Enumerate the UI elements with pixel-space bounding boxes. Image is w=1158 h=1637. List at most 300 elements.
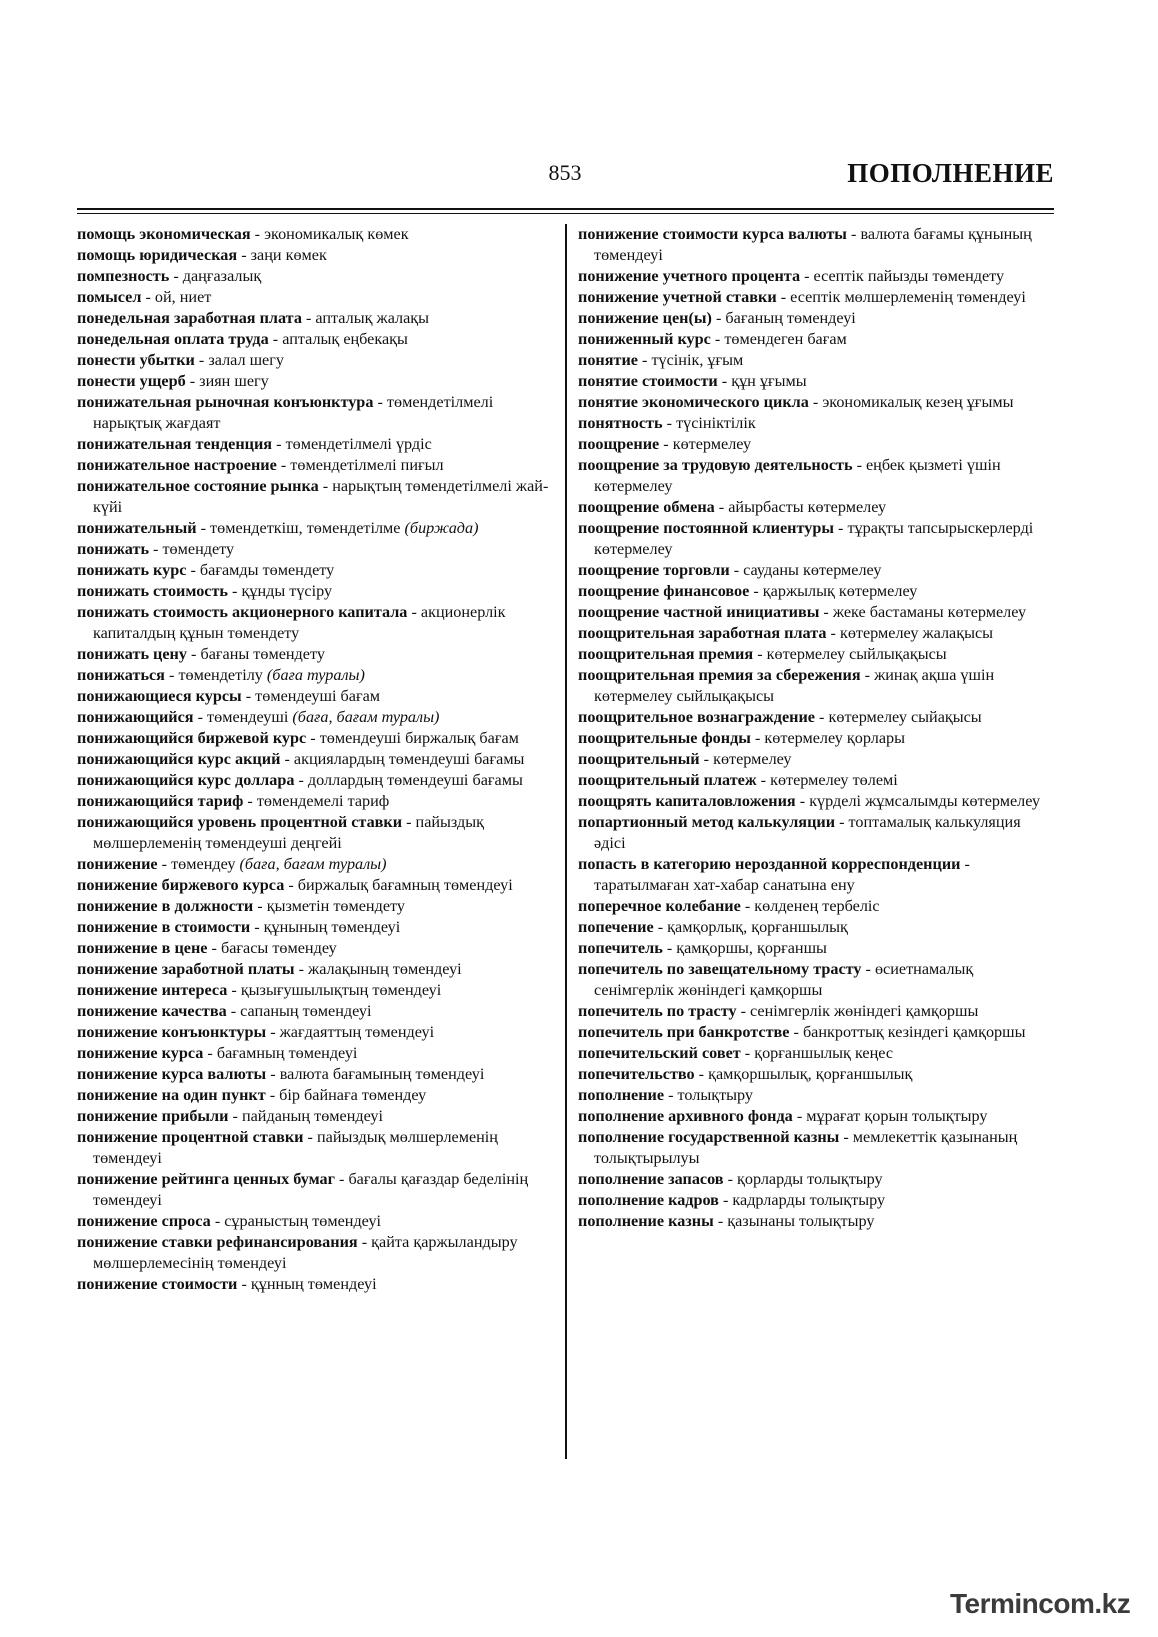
header-rule-thick [77, 208, 1054, 210]
entry-definition: қорларды толықтыру [737, 1170, 883, 1188]
dictionary-entry [77, 308, 557, 329]
entry-separator: - [710, 330, 725, 348]
entry-definition: түсінік, ұғым [651, 351, 744, 369]
entry-separator: - [407, 603, 421, 621]
dictionary-entry [77, 539, 557, 560]
entry-term: пополнение государственной казны [578, 1128, 840, 1146]
entry-definition: құнының төмендеуі [263, 918, 401, 936]
entry-term: понижение в цене [77, 939, 208, 957]
entry-term: поощрение обмена [578, 498, 715, 516]
entry-definition: банкроттық кезіндегі қамқоршы [802, 1023, 1026, 1041]
entry-separator: - [653, 918, 668, 936]
dictionary-entry [77, 518, 557, 539]
entry-term: понижение конъюнктуры [77, 1023, 267, 1041]
dictionary-entry [578, 455, 1056, 497]
right-column [578, 224, 1056, 1232]
entry-definition: валюта бағамының төмендеуі [279, 1065, 485, 1083]
dictionary-entry [578, 1064, 1056, 1085]
entry-definition: сұраныстың төмендеуі [224, 1212, 382, 1230]
dictionary-entry [77, 476, 557, 518]
dictionary-entry [578, 266, 1056, 287]
entry-definition: қамқоршы, қорғаншы [676, 939, 827, 957]
entry-separator: - [266, 1065, 280, 1083]
dictionary-entry [77, 938, 557, 959]
entry-term: поощрительное вознаграждение [578, 708, 815, 726]
entry-term: понижение рейтинга ценных бумаг [77, 1170, 335, 1188]
entry-note: (биржада) [404, 519, 479, 537]
entry-term: понижение заработной платы [77, 960, 295, 978]
entry-definition: пайыздық мөлшерлеменің төмендеуші деңгейі [93, 813, 485, 852]
entry-term: попартионный метод калькуляции [578, 813, 836, 831]
entry-term: понятие [578, 351, 638, 369]
dictionary-entry [578, 1043, 1056, 1064]
entry-separator: - [284, 876, 298, 894]
column-divider [565, 224, 567, 1459]
dictionary-entry [578, 791, 1056, 812]
entry-separator: - [318, 477, 333, 495]
entry-separator: - [243, 792, 257, 810]
entry-term: понижение спроса [77, 1212, 211, 1230]
dictionary-entry [77, 665, 557, 686]
entry-definition: жеке бастаманы көтермелеу [832, 603, 1027, 621]
entry-definition: төмендеуші бағам [255, 687, 381, 705]
dictionary-entry [578, 770, 1056, 791]
entry-term: понижать стоимость акционерного капитала [77, 603, 408, 621]
dictionary-entry [578, 812, 1056, 854]
entry-separator: - [226, 1002, 241, 1020]
entry-term: понижательный [77, 519, 197, 537]
entry-separator: - [306, 729, 320, 747]
entry-definition: көтермелеу сыйақысы [828, 708, 982, 726]
entry-term: понижение интереса [77, 981, 228, 999]
entry-separator: - [662, 939, 677, 957]
entry-definition: қамқоршылық, қорғаншылық [708, 1065, 913, 1083]
entry-definition: күрделі жұмсалымды көтермелеу [809, 792, 1041, 810]
entry-term: понижать стоимость [77, 582, 228, 600]
entry-definition: бағасы төмендеу [220, 939, 337, 957]
dictionary-entry [77, 560, 557, 581]
entry-definition: көлденең тербеліс [754, 897, 880, 915]
dictionary-entry [77, 917, 557, 938]
dictionary-entry [578, 497, 1056, 518]
entry-separator: - [207, 939, 221, 957]
entry-definition: көтермелеу қорлары [764, 729, 905, 747]
entry-term: понести убытки [77, 351, 195, 369]
entry-separator: - [301, 309, 316, 327]
dictionary-entry [77, 707, 557, 728]
entry-definition: қорғаншылық кеңес [754, 1044, 894, 1062]
dictionary-entry [578, 1022, 1056, 1043]
entry-separator: - [193, 708, 208, 726]
entry-definition: құн ұғымы [731, 372, 807, 390]
entry-definition: бағаны төмендету [200, 645, 325, 663]
entry-separator: - [228, 1107, 242, 1125]
entry-separator: - [373, 393, 387, 411]
dictionary-entry [77, 371, 557, 392]
entry-separator: - [227, 981, 241, 999]
entry-separator: - [753, 645, 767, 663]
entry-separator: - [194, 351, 209, 369]
entry-term: понижение учетного процента [578, 267, 801, 285]
entry-separator: - [723, 1170, 738, 1188]
entry-term: поощрительный платеж [578, 771, 757, 789]
entry-definition: төмендету [162, 540, 235, 558]
entry-separator: - [268, 330, 283, 348]
entry-separator: - [792, 1107, 807, 1125]
entry-separator: - [210, 1212, 225, 1230]
entry-separator: - [800, 267, 814, 285]
entry-separator: - [186, 645, 201, 663]
entry-definition: көтермелеу төлемі [770, 771, 898, 789]
entry-separator: - [265, 1086, 280, 1104]
page-number: 853 [548, 160, 582, 185]
entry-separator: - [717, 372, 732, 390]
entry-term: понижающийся курс акций [77, 750, 281, 768]
entry-definition: мемлекеттік қазынаның толықтырылуы [594, 1128, 1018, 1167]
dictionary-entry [578, 434, 1056, 455]
entry-separator: - [826, 624, 840, 642]
dictionary-entry [77, 686, 557, 707]
entry-separator: - [237, 246, 251, 264]
entry-definition: құнды түсіру [241, 582, 333, 600]
dictionary-entry [77, 749, 557, 770]
entry-definition: тұрақты тапсырыскерлерді көтермелеу [594, 519, 1034, 558]
entry-term: поощрительная премия за сбережения [578, 666, 861, 684]
dictionary-entry [77, 455, 557, 476]
entry-definition: жалақының төмендеуі [308, 960, 462, 978]
entry-definition: төмендетілу [178, 666, 263, 684]
entry-term: пополнение архивного фонда [578, 1107, 793, 1125]
entry-definition: айырбасты көтермелеу [728, 498, 887, 516]
entry-term: понижение прибыли [77, 1107, 229, 1125]
entry-definition: зиян шегу [199, 372, 269, 390]
dictionary-entry [77, 329, 557, 350]
termincom-logo: Termincom.kz [950, 1588, 1131, 1619]
dictionary-entry [77, 1169, 557, 1211]
entry-term: понижающиеся курсы [77, 687, 242, 705]
entry-term: поперечное колебание [578, 897, 741, 915]
entry-separator: - [839, 1128, 853, 1146]
entry-term: понижающийся [77, 708, 194, 726]
entry-term: понижение стоимости [77, 1275, 238, 1293]
entry-definition: төмендетілмелі нарықтық жағдаят [93, 393, 494, 432]
entry-definition: апталық еңбекақы [282, 330, 408, 348]
entry-separator: - [637, 351, 652, 369]
entry-separator: - [694, 1065, 709, 1083]
running-head: ПОПОЛНЕНИЕ [847, 158, 1054, 188]
entry-term: понижаться [77, 666, 165, 684]
entry-definition: акционерлік капиталдың құнын төмендету [93, 603, 506, 642]
dictionary-entry [578, 1085, 1056, 1106]
entry-term: попечитель по завещательному трасту [578, 960, 862, 978]
entry-definition: төмендетілмелі пиғыл [290, 456, 444, 474]
entry-separator: - [149, 540, 163, 558]
dictionary-entry [578, 392, 1056, 413]
dictionary-entry [77, 287, 557, 308]
entry-definition: бағамды төмендету [199, 561, 335, 579]
entry-separator: - [186, 561, 200, 579]
dictionary-entry [578, 749, 1056, 770]
entry-definition: доллардың төмендеуші бағамы [307, 771, 523, 789]
entry-term: попечение [578, 918, 654, 936]
entry-term: попечитель [578, 939, 663, 957]
entry-term: понижение стоимости курса валюты [578, 225, 847, 243]
entry-definition: мұрағат қорын толықтыру [806, 1107, 988, 1125]
dictionary-entry [77, 896, 557, 917]
dictionary-entry [77, 1022, 557, 1043]
entry-separator: - [280, 750, 294, 768]
entry-separator: - [303, 1128, 317, 1146]
entry-definition: төмендетілмелі үрдіс [285, 435, 432, 453]
entry-term: понижать курс [77, 561, 187, 579]
entry-separator: - [250, 918, 264, 936]
entry-term: поощрение частной инициативы [578, 603, 820, 621]
entry-term: помысел [77, 288, 142, 306]
dictionary-entry [578, 560, 1056, 581]
entry-separator: - [711, 309, 726, 327]
entry-separator: - [699, 750, 714, 768]
entry-term: поощрение финансовое [578, 582, 750, 600]
dictionary-entry [77, 1232, 557, 1274]
entry-term: пополнение казны [578, 1212, 714, 1230]
entry-separator: - [294, 960, 309, 978]
dictionary-entry [578, 329, 1056, 350]
dictionary-entry [77, 1211, 557, 1232]
entry-term: пополнение запасов [578, 1170, 724, 1188]
dictionary-entry [578, 917, 1056, 938]
entry-term: помощь экономическая [77, 225, 251, 243]
entry-definition: бір байнаға төмендеу [279, 1086, 427, 1104]
entry-term: поощрительная заработная плата [578, 624, 827, 642]
dictionary-entry [77, 959, 557, 980]
entry-term: понятность [578, 414, 663, 432]
entry-definition: төмендемелі тариф [256, 792, 390, 810]
dictionary-entry [578, 959, 1056, 1001]
entry-definition: көтермелеу жалақысы [839, 624, 994, 642]
entry-definition: нарықтың төмендетілмелі жай-күйі [93, 477, 549, 516]
dictionary-entry [77, 1274, 557, 1295]
entry-separator: - [250, 225, 265, 243]
dictionary-entry [578, 287, 1056, 308]
entry-definition: пайыздық мөлшерлеменің төмендеуі [93, 1128, 498, 1167]
entry-separator: - [789, 1023, 803, 1041]
dictionary-entry [578, 350, 1056, 371]
entry-term: понятие экономического цикла [578, 393, 809, 411]
dictionary-entry [77, 854, 557, 875]
entry-separator: - [228, 582, 242, 600]
entry-definition: төмендеуші [207, 708, 289, 726]
entry-separator: - [164, 666, 179, 684]
dictionary-entry [77, 770, 557, 791]
dictionary-entry [578, 1127, 1056, 1169]
entry-separator: - [740, 897, 755, 915]
entry-definition: түсініктілік [676, 414, 756, 432]
entry-separator: - [729, 561, 744, 579]
entry-term: понижение в должности [77, 897, 254, 915]
entry-separator: - [169, 267, 183, 285]
entry-term: понижение цен(ы) [578, 309, 712, 327]
entry-separator: - [664, 1086, 678, 1104]
entry-definition: өсиетнамалық сенімгерлік жөніндегі қамқоршы [594, 960, 974, 999]
entry-term: понижение [77, 855, 158, 873]
entry-term: попечитель при банкротстве [578, 1023, 790, 1041]
entry-separator: - [756, 771, 771, 789]
dictionary-entry [578, 1190, 1056, 1211]
entry-term: пониженный курс [578, 330, 711, 348]
entry-definition: көтермелеу сыйлықақысы [766, 645, 947, 663]
entry-separator: - [815, 708, 829, 726]
entry-separator: - [860, 666, 875, 684]
entry-separator: - [750, 729, 765, 747]
entry-definition: таратылмаған хат-хабар санатына ену [594, 876, 855, 894]
dictionary-entry [578, 413, 1056, 434]
entry-definition: залал шегу [208, 351, 284, 369]
entry-term: поощрять капиталовложения [578, 792, 796, 810]
entry-definition: топтамалық калькуляция әдісі [594, 813, 1021, 852]
entry-definition: кадрларды толықтыру [732, 1191, 886, 1209]
entry-separator: - [272, 435, 286, 453]
entry-term: попасть в категорию нерозданной корреспонденции [578, 855, 961, 873]
entry-definition: пайданың төмендеуі [241, 1107, 384, 1125]
dictionary-entry [578, 518, 1056, 560]
entry-definition: экономикалық кезең ұғымы [822, 393, 1014, 411]
dictionary-entry [578, 938, 1056, 959]
entry-separator: - [718, 1191, 733, 1209]
entry-definition: есептік пайызды төмендету [813, 267, 1005, 285]
entry-term: поощрение постоянной клиентуры [578, 519, 834, 537]
dictionary-entry [578, 1106, 1056, 1127]
entry-term: поощрение торговли [578, 561, 730, 579]
entry-term: понижение биржевого курса [77, 876, 285, 894]
entry-separator: - [196, 519, 211, 537]
dictionary-entry [578, 854, 1056, 896]
entry-term: поощрение за трудовую деятельность [578, 456, 853, 474]
entry-term: понижение ставки рефинансирования [77, 1233, 358, 1251]
entry-note: (баға туралы) [266, 666, 365, 684]
entry-note: (баға, бағам туралы) [292, 708, 440, 726]
entry-separator: - [185, 372, 200, 390]
entry-definition: есептік мөлшерлеменің төмендеуі [790, 288, 1026, 306]
entry-separator: - [713, 1212, 728, 1230]
entry-definition: экономикалық көмек [264, 225, 409, 243]
entry-definition: қамқорлық, қорғаншылық [667, 918, 848, 936]
dictionary-entry [77, 980, 557, 1001]
entry-definition: бағамның төмендеуі [216, 1044, 358, 1062]
entry-term: понижающийся биржевой курс [77, 729, 307, 747]
entry-term: понижать цену [77, 645, 187, 663]
entry-term: понижательное состояние рынка [77, 477, 319, 495]
entry-separator: - [141, 288, 155, 306]
entry-separator: - [861, 960, 875, 978]
entry-term: понижение курса валюты [77, 1065, 267, 1083]
entry-definition: даңғазалық [182, 267, 262, 285]
entry-term: понижающийся тариф [77, 792, 244, 810]
entry-separator: - [276, 456, 291, 474]
entry-definition: жинақ ақша үшін көтермелеу сыйлықақысы [594, 666, 995, 705]
entry-definition: жағдаяттың төмендеуі [279, 1023, 435, 1041]
dictionary-entry [578, 665, 1056, 707]
entry-separator: - [852, 456, 866, 474]
dictionary-entry [77, 224, 557, 245]
dictionary-entry [77, 1085, 557, 1106]
entry-term: понижательная рыночная конъюнктура [77, 393, 374, 411]
entry-separator: - [237, 1275, 251, 1293]
entry-definition: төмендеген бағам [724, 330, 847, 348]
entry-definition: қызығушылықтың төмендеуі [240, 981, 442, 999]
dictionary-entry [578, 623, 1056, 644]
entry-definition: еңбек қызметі үшін көтермелеу [594, 456, 1001, 495]
dictionary-entry [77, 581, 557, 602]
entry-definition: төмендеуші биржалық бағам [319, 729, 519, 747]
entry-separator: - [241, 687, 256, 705]
entry-term: попечительство [578, 1065, 695, 1083]
entry-term: понижение в стоимости [77, 918, 251, 936]
dictionary-entry [77, 1001, 557, 1022]
entry-separator: - [266, 1023, 280, 1041]
entry-term: понижательное настроение [77, 456, 277, 474]
entry-term: понести ущерб [77, 372, 186, 390]
dictionary-entry [77, 392, 557, 434]
dictionary-entry [77, 791, 557, 812]
entry-definition: қызметін төмендету [266, 897, 405, 915]
entry-separator: - [357, 1233, 372, 1251]
dictionary-entry [578, 308, 1056, 329]
entry-term: понедельная оплата труда [77, 330, 269, 348]
entry-term: пополнение кадров [578, 1191, 719, 1209]
dictionary-entry [77, 644, 557, 665]
entry-term: пополнение [578, 1086, 665, 1104]
entry-definition: акциялардың төмендеуші бағамы [293, 750, 525, 768]
entry-definition: сапаның төмендеуі [240, 1002, 372, 1020]
entry-note: (баға, бағам туралы) [239, 855, 387, 873]
entry-term: поощрительный [578, 750, 700, 768]
entry-separator: - [203, 1044, 217, 1062]
entry-term: понижать [77, 540, 149, 558]
entry-separator: - [795, 792, 810, 810]
entry-definition: сенімгерлік жөніндегі қамқоршы [750, 1002, 979, 1020]
entry-separator: - [776, 288, 791, 306]
entry-term: понятие стоимости [578, 372, 718, 390]
entry-definition: көтермелеу [713, 750, 792, 768]
entry-separator: - [819, 603, 833, 621]
dictionary-entry [578, 896, 1056, 917]
dictionary-entry [77, 1106, 557, 1127]
entry-separator: - [808, 393, 823, 411]
entry-term: понедельная заработная плата [77, 309, 302, 327]
entry-separator: - [253, 897, 267, 915]
dictionary-entry [77, 812, 557, 854]
entry-definition: апталық жалақы [315, 309, 430, 327]
header-rule-thin [77, 213, 1054, 214]
dictionary-entry [77, 1127, 557, 1169]
dictionary-entry [77, 602, 557, 644]
entry-term: попечитель по трасту [578, 1002, 737, 1020]
entry-definition: қайта қаржыландыру мөлшерлемесінің төмендеуі [93, 1233, 518, 1272]
entry-definition: сауданы көтермелеу [743, 561, 882, 579]
dictionary-entry [578, 644, 1056, 665]
dictionary-entry [77, 434, 557, 455]
dictionary-entry [578, 371, 1056, 392]
entry-term: поощрительные фонды [578, 729, 751, 747]
dictionary-entry [578, 1001, 1056, 1022]
entry-term: понижение учетной ставки [578, 288, 777, 306]
entry-definition: бағаның төмендеуі [725, 309, 856, 327]
dictionary-entry [578, 1169, 1056, 1190]
dictionary-entry [77, 728, 557, 749]
entry-term: помощь юридическая [77, 246, 238, 264]
entry-separator: - [740, 1044, 755, 1062]
entry-term: поощрительная премия [578, 645, 754, 663]
